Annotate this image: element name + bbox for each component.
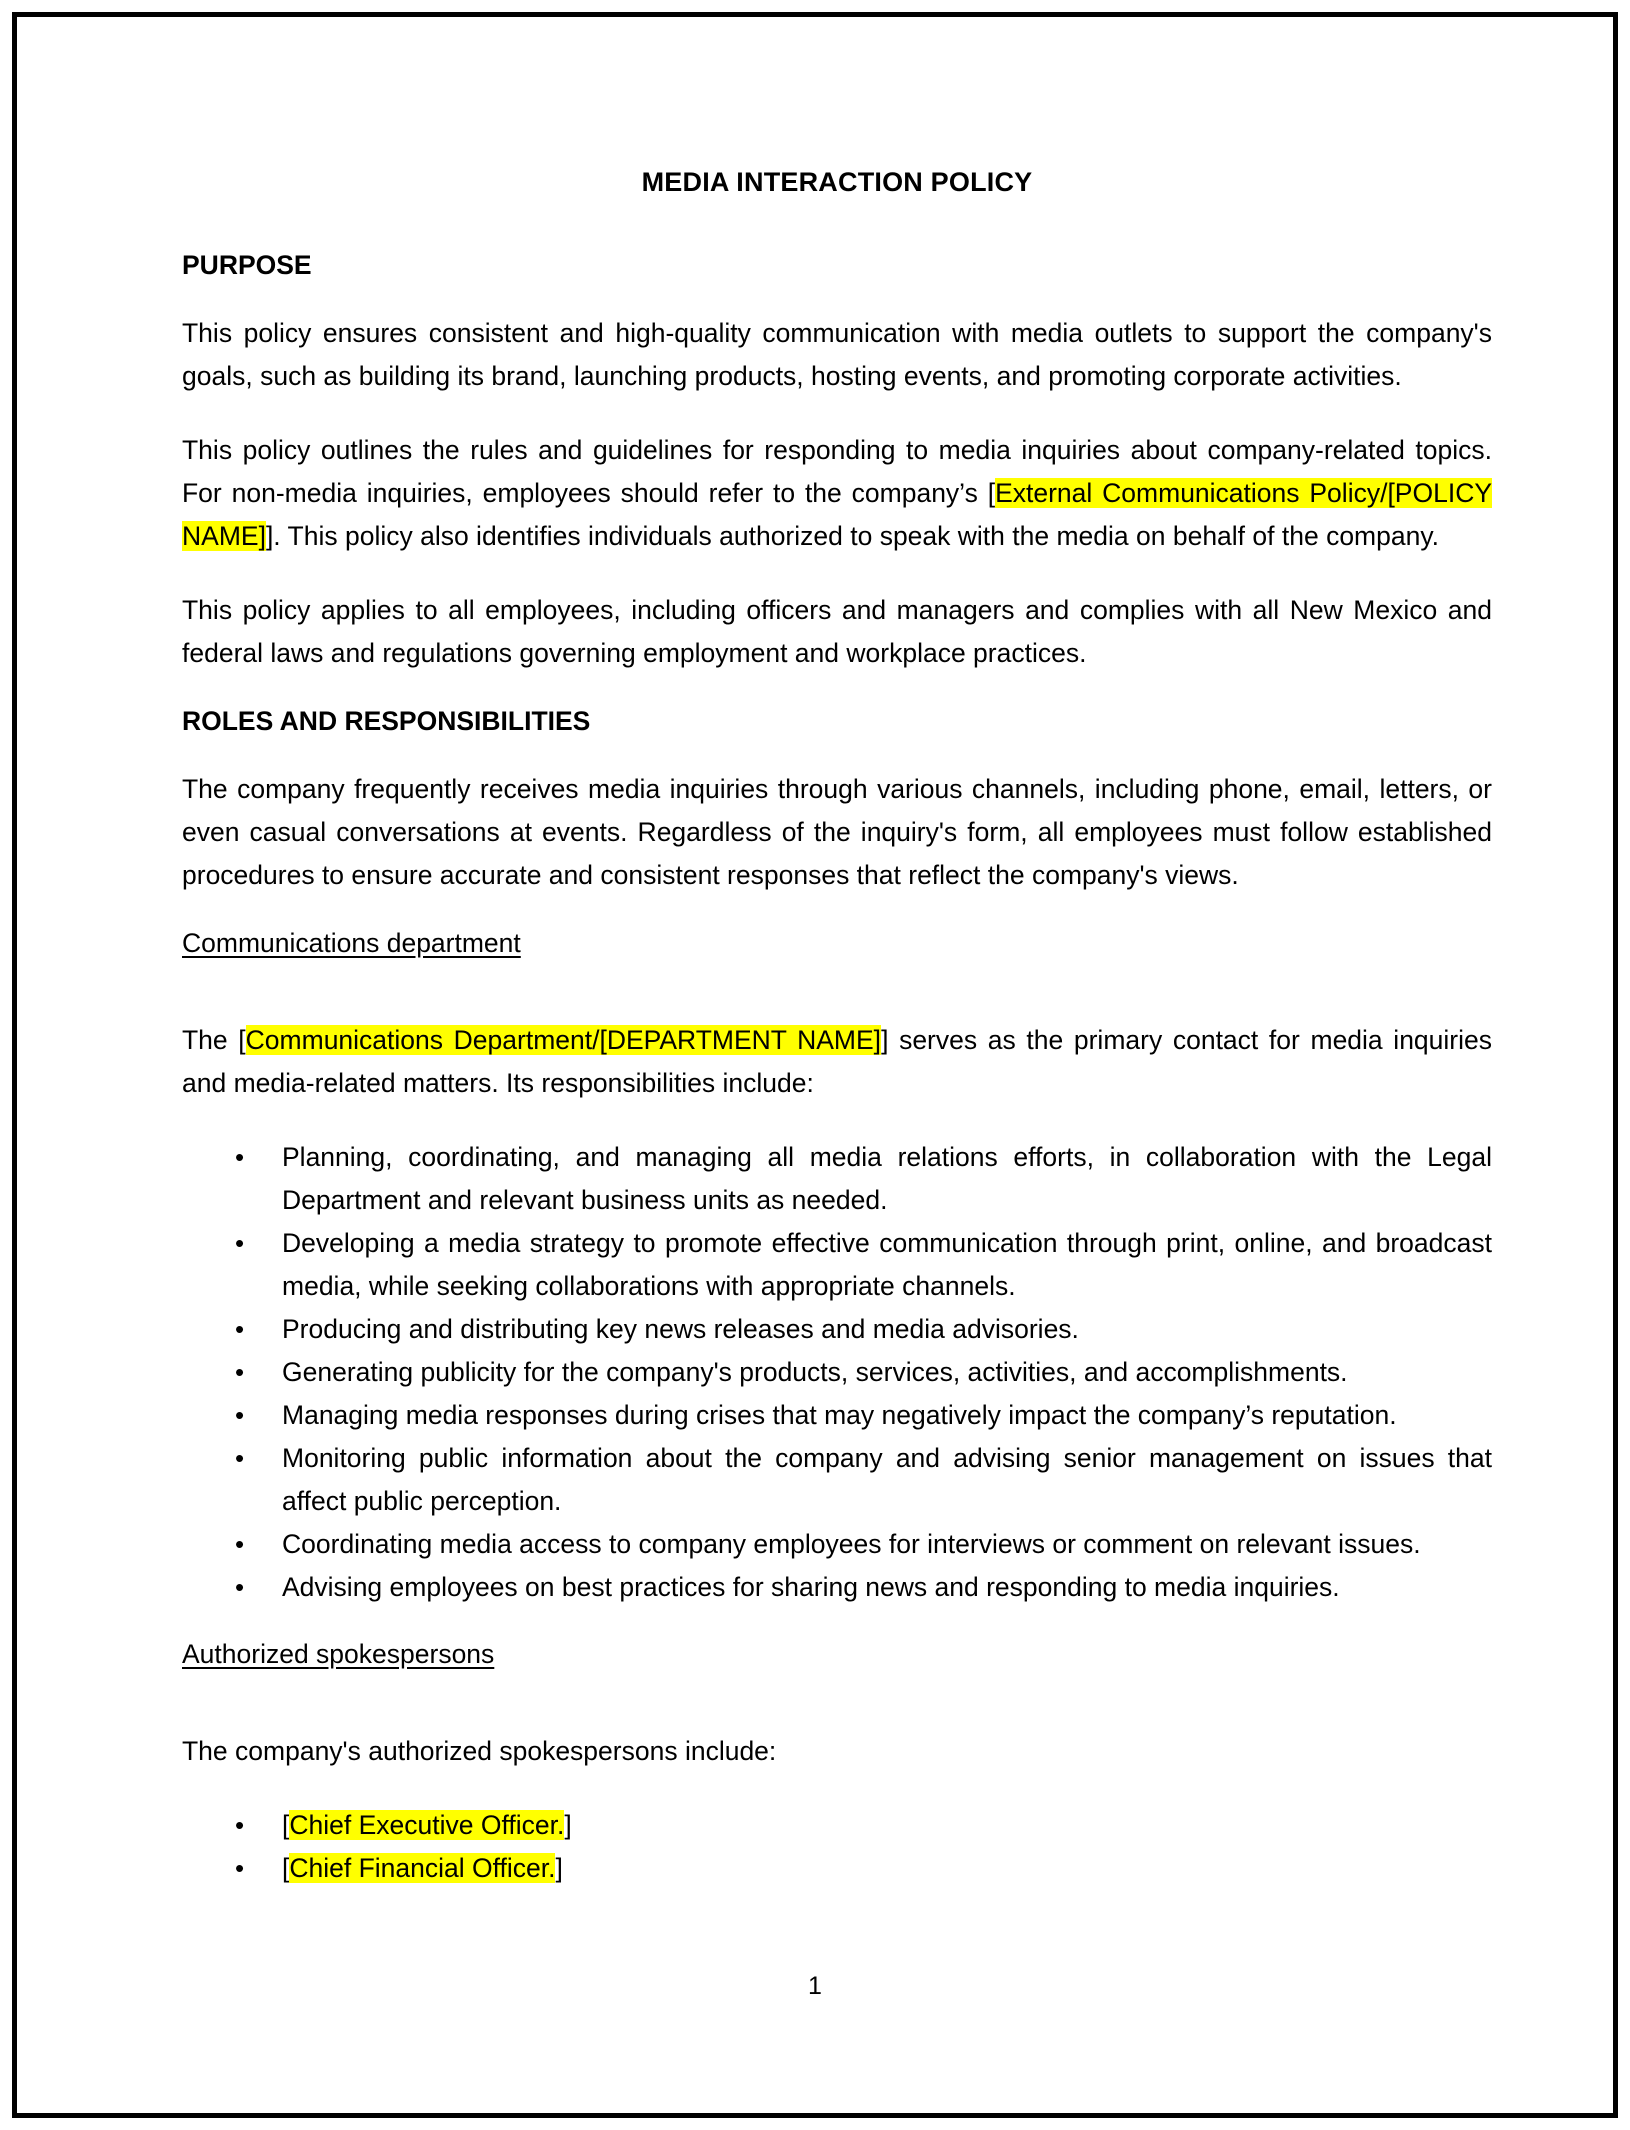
- list-item: • Generating publicity for the company's products, services, activities, and accomplishments.: [182, 1351, 1492, 1394]
- responsibilities-list: [182, 1136, 1492, 1609]
- comm-dept-text-before: The [: [182, 1025, 246, 1055]
- list-item: [182, 1804, 1492, 1847]
- purpose-paragraph-2: [182, 429, 1492, 558]
- document-title: MEDIA INTERACTION POLICY: [641, 167, 1033, 197]
- list-item: • Producing and distributing key news releases and media advisories.: [182, 1308, 1492, 1351]
- purpose-paragraph-3: This policy applies to all employees, including officers and managers and complies with all New Mexico and federal laws and regulations governing employment and workplace practices.: [182, 595, 1492, 668]
- highlighted-policy-placeholder: External Communications Policy/[POLICY NAME]: [182, 478, 1493, 551]
- purpose-paragraph-2-text-after: ]. This policy also identifies individuals authorized to speak with the media on behalf of the company.: [265, 521, 1439, 551]
- document-content: [182, 167, 1492, 1920]
- page-number: 1: [808, 1972, 822, 2000]
- roles-intro-paragraph: The company frequently receives media inquiries through various channels, including phone, email, letters, or even casual conversations at events. Regardless of the inquiry's form, all employees must follow established procedures to ensure accurate and consistent responses that reflect the company's views.: [182, 774, 1492, 890]
- sub-heading-wrap-communications: [182, 928, 1492, 989]
- list-item: • Monitoring public information about the company and advising senior management on issues that affect public perception.: [182, 1437, 1492, 1523]
- sub-heading-authorized-spokespersons: Authorized spokespersons: [182, 1639, 495, 1669]
- comm-dept-text-after: ] serves as the primary contact for media inquiries and media-related matters. Its responsibilities include:: [182, 1025, 1492, 1098]
- list-item: [182, 1847, 1492, 1890]
- highlighted-spokesperson-ceo: Chief Executive Officer.: [289, 1810, 565, 1840]
- purpose-paragraph-2-text-before: This policy outlines the rules and guidelines for responding to media inquiries about company-related topics. For non-media inquiries, employees should refer to the company’s [: [182, 435, 1492, 508]
- communications-department-paragraph: [182, 1019, 1492, 1105]
- document-page-border: [12, 12, 1618, 2118]
- purpose-paragraph-1: This policy ensures consistent and high-quality communication with media outlets to support the company's goals, such as building its brand, launching products, hosting events, and promoting corporate activities.: [182, 318, 1492, 391]
- highlighted-spokesperson-cfo: Chief Financial Officer.: [289, 1853, 556, 1883]
- spokesperson-bracket-close: ]: [555, 1853, 563, 1883]
- list-item: • Developing a media strategy to promote effective communication through print, online, and broadcast media, while seeking collaborations with appropriate channels.: [182, 1222, 1492, 1308]
- sub-heading-wrap-spokespersons: [182, 1639, 1492, 1700]
- spokespersons-list: [182, 1804, 1492, 1890]
- spokesperson-bracket-open: [: [282, 1853, 290, 1883]
- section-heading-purpose: PURPOSE: [182, 250, 312, 280]
- section-heading-roles: ROLES AND RESPONSIBILITIES: [182, 706, 591, 736]
- list-item: • Advising employees on best practices for sharing news and responding to media inquiries.: [182, 1566, 1492, 1609]
- highlighted-department-placeholder: Communications Department/[DEPARTMENT NAME]: [245, 1025, 882, 1055]
- sub-heading-communications-department: Communications department: [182, 928, 521, 958]
- list-item: • Planning, coordinating, and managing all media relations efforts, in collaboration with the Legal Department and relevant business units as needed.: [182, 1136, 1492, 1222]
- spokesperson-bracket-open: [: [282, 1810, 290, 1840]
- spokespersons-intro-paragraph: The company's authorized spokespersons include:: [182, 1736, 777, 1766]
- spokesperson-bracket-close: ]: [564, 1810, 572, 1840]
- list-item: • Managing media responses during crises that may negatively impact the company’s reputation.: [182, 1394, 1492, 1437]
- list-item: • Coordinating media access to company employees for interviews or comment on relevant issues.: [182, 1523, 1492, 1566]
